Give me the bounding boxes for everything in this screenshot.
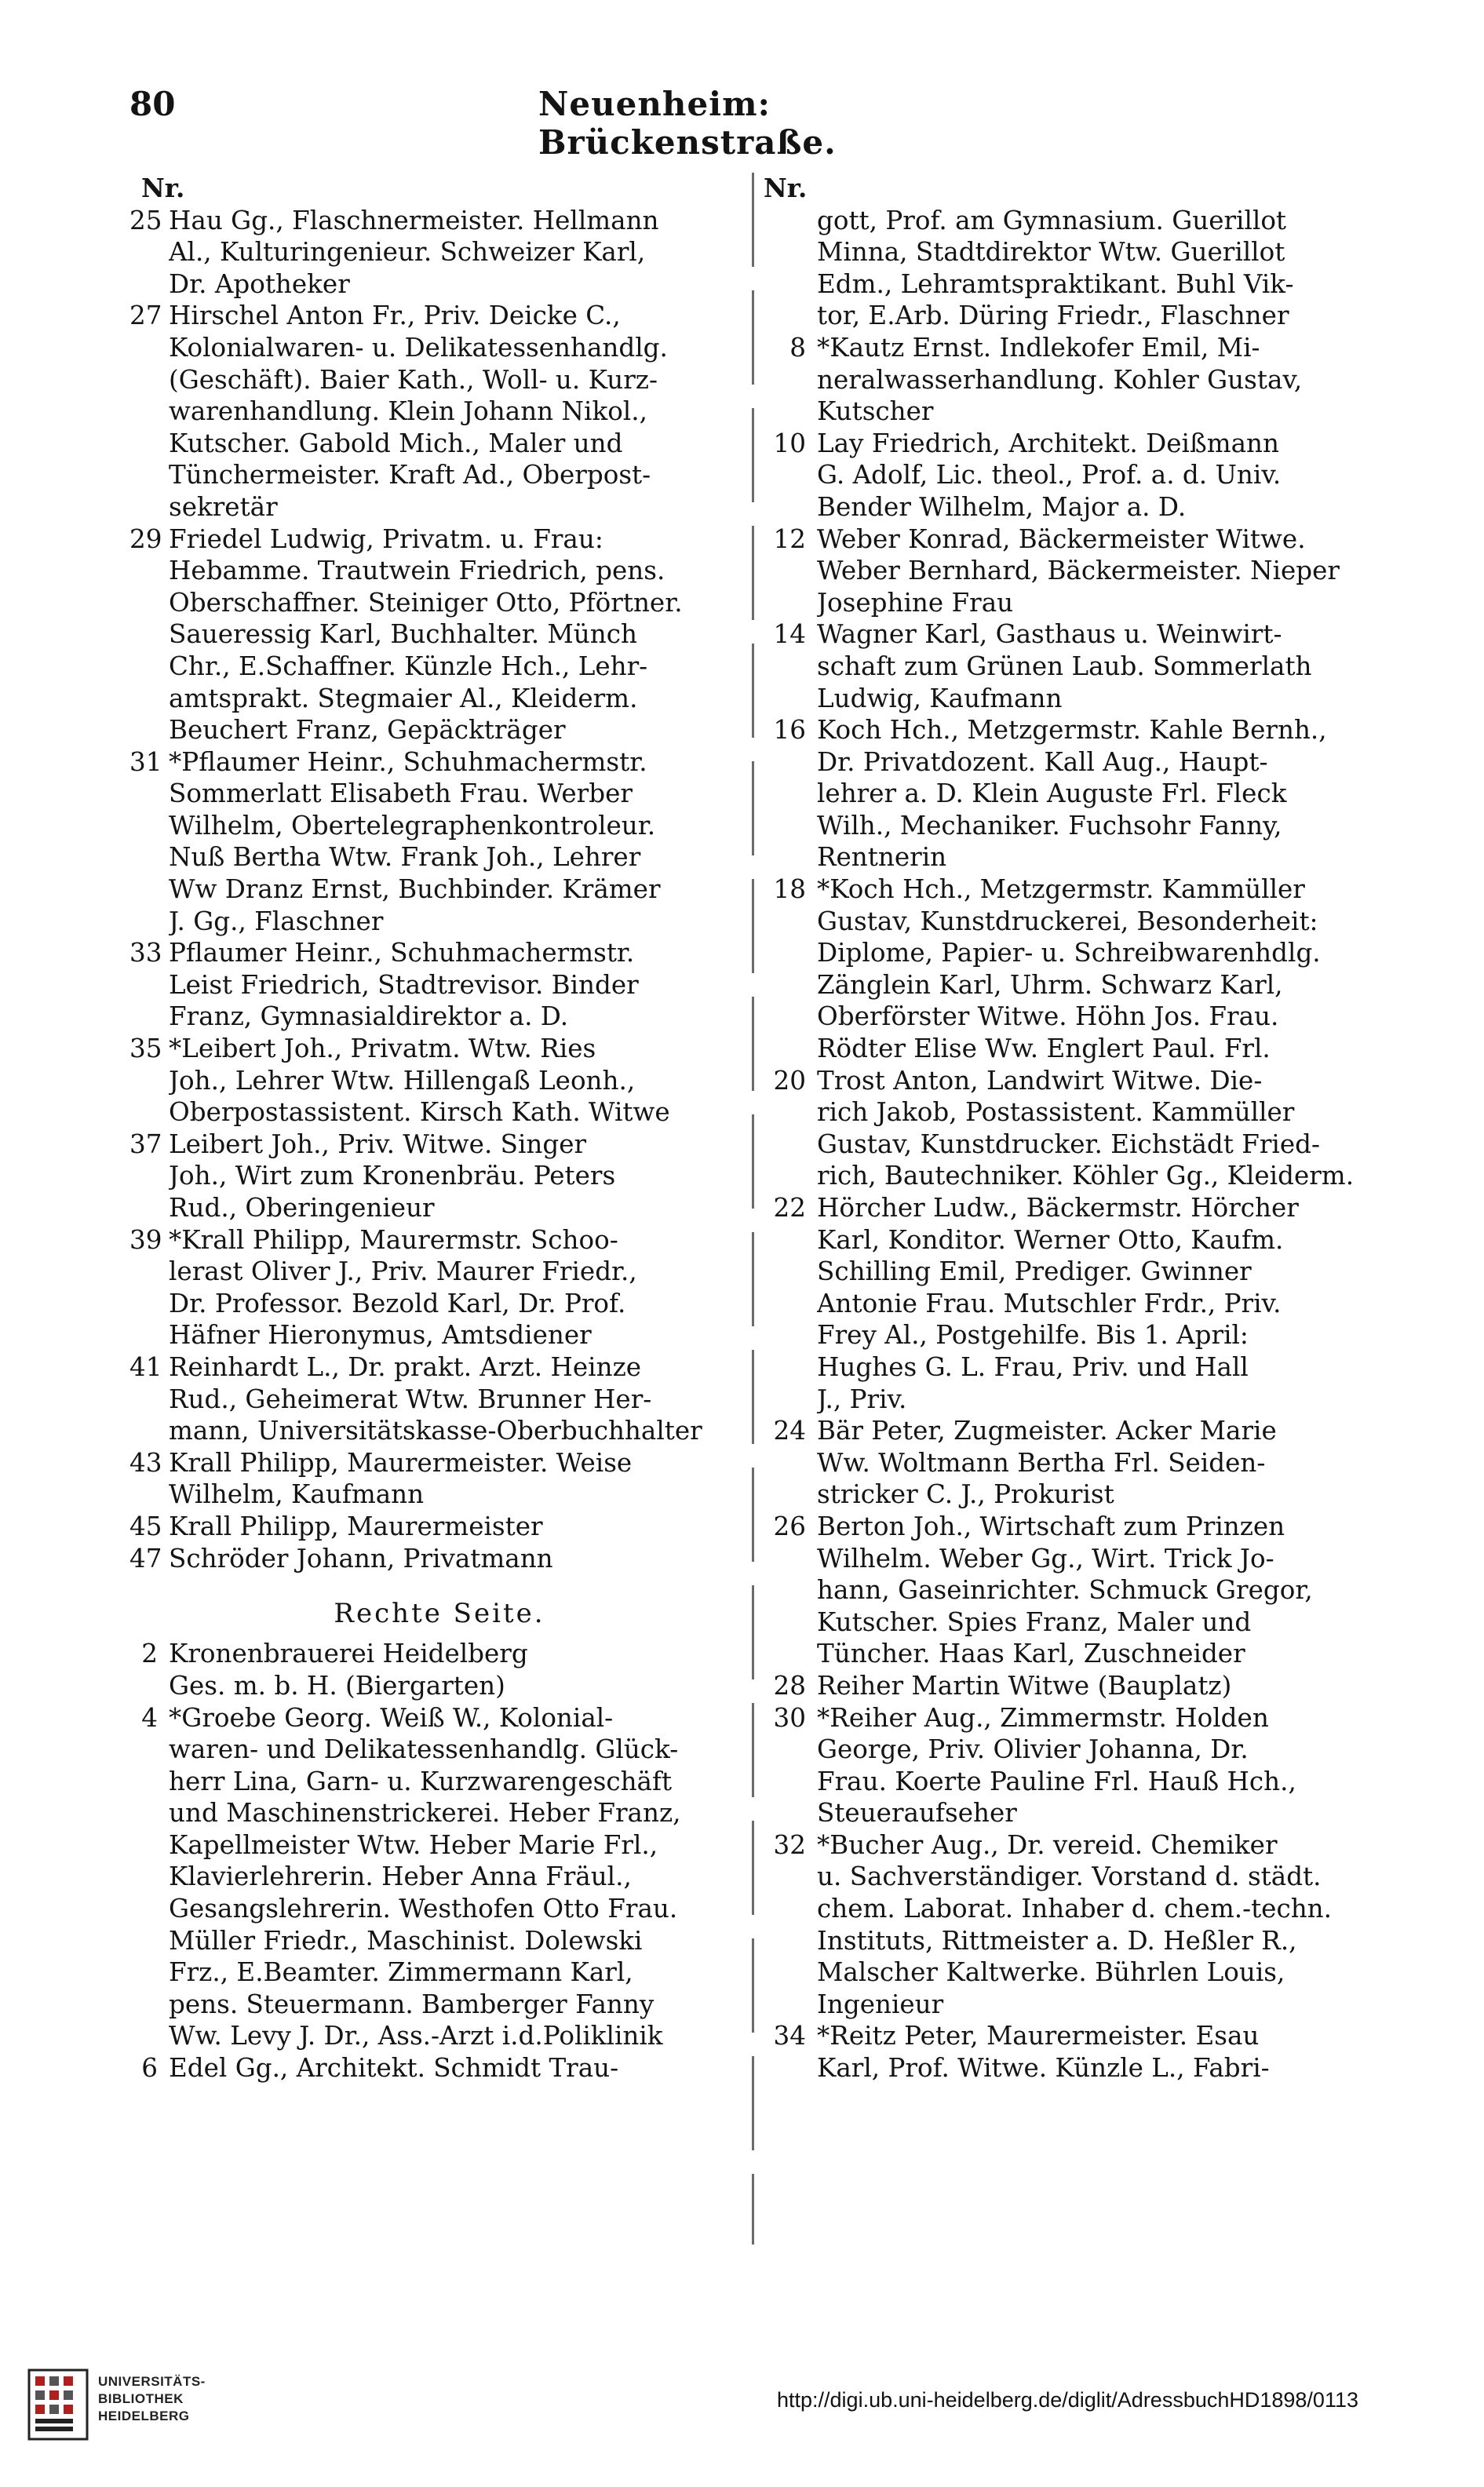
directory-entry <box>764 1415 1399 1511</box>
entry-line: Saueressig Karl, Buchhalter. Münch <box>169 619 637 650</box>
entry-line: Ludwig, Kaufmann <box>817 683 1063 713</box>
directory-entry <box>764 618 1399 714</box>
entry-line: Dr. Professor. Bezold Karl, Dr. Prof. <box>169 1288 626 1318</box>
entry-line: Pflaumer Heinr., Schuhmachermstr. <box>169 938 635 968</box>
directory-entry <box>764 1670 1399 1702</box>
column-divider <box>752 173 754 2244</box>
library-name-line: BIBLIOTHEK <box>98 2391 184 2406</box>
directory-entry <box>764 1511 1399 1670</box>
entry-line: G. Adolf, Lic. theol., Prof. a. d. Univ. <box>817 460 1282 490</box>
entry-line: Wilhelm. Weber Gg., Wirt. Trick Jo- <box>817 1543 1274 1574</box>
house-number: 29 <box>129 523 162 554</box>
directory-entry <box>129 1447 749 1511</box>
page-number: 80 <box>129 85 176 123</box>
house-number: 14 <box>773 619 806 650</box>
house-number: 31 <box>129 746 162 777</box>
entry-line: Hebamme. Trautwein Friedrich, pens. <box>169 556 665 586</box>
entry-line: Krall Philipp, Maurermeister. Weise <box>169 1447 633 1478</box>
entry-line: amtsprakt. Stegmaier Al., Kleiderm. <box>169 683 638 713</box>
entry-line: Reinhardt L., Dr. prakt. Arzt. Heinze <box>169 1351 642 1382</box>
entry-line: pens. Steuermann. Bamberger Fanny <box>169 1989 654 2019</box>
entry-line: Sommerlatt Elisabeth Frau. Werber <box>169 779 633 809</box>
entry-line: stricker C. J., Prokurist <box>817 1479 1114 1510</box>
entry-line: *Kautz Ernst. Indlekofer Emil, Mi- <box>817 332 1260 363</box>
entry-line: Müller Friedr., Maschinist. Dolewski <box>169 1925 643 1956</box>
left-column <box>129 173 749 2084</box>
entry-line: Ww Dranz Ernst, Buchbinder. Krämer <box>169 874 661 905</box>
entry-line: Dr. Apotheker <box>169 268 350 299</box>
entry-line: hann, Gaseinrichter. Schmuck Gregor, <box>817 1575 1313 1606</box>
entry-line: Franz, Gymnasialdirektor a. D. <box>169 1001 569 1032</box>
entry-line: Bär Peter, Zugmeister. Acker Marie <box>817 1416 1277 1446</box>
directory-entry <box>129 1351 749 1447</box>
entry-line: Weber Bernhard, Bäckermeister. Nieper <box>817 556 1340 586</box>
left-entries <box>129 205 749 1575</box>
house-number: 20 <box>773 1065 806 1096</box>
library-logo <box>27 2368 279 2443</box>
entry-line: Lay Friedrich, Architekt. Deißmann <box>817 428 1279 458</box>
entry-line: Kutscher <box>817 396 934 427</box>
entry-line: Wilhelm, Obertelegraphenkontroleur. <box>169 810 656 841</box>
directory-entry <box>129 1511 749 1543</box>
directory-entry <box>764 1702 1399 1829</box>
entry-line: *Bucher Aug., Dr. vereid. Chemiker <box>817 1829 1278 1860</box>
entry-line: Krall Philipp, Maurermeister <box>169 1511 543 1541</box>
running-head: Neuenheim: Brückenstraße. <box>538 85 837 162</box>
directory-entry <box>129 746 749 938</box>
entry-line: gott, Prof. am Gymnasium. Guerillot <box>817 205 1287 235</box>
house-number: 34 <box>773 2021 806 2051</box>
library-name-line: HEIDELBERG <box>98 2409 190 2423</box>
house-number: 2 <box>141 1639 158 1669</box>
entry-line: Antonie Frau. Mutschler Frdr., Priv. <box>817 1288 1282 1318</box>
entry-line: Steueraufseher <box>817 1798 1017 1829</box>
entry-line: Wagner Karl, Gasthaus u. Weinwirt- <box>817 619 1282 650</box>
entry-line: sekretär <box>169 491 278 522</box>
entry-line: waren- und Delikatessenhandlg. Glück- <box>169 1734 679 1765</box>
directory-entry <box>129 1224 749 1351</box>
entry-line: Al., Kulturingenieur. Schweizer Karl, <box>169 237 646 268</box>
entry-line: Rödter Elise Ww. Englert Paul. Frl. <box>817 1034 1271 1064</box>
entry-line: Josephine Frau <box>817 587 1014 618</box>
entry-line: Malscher Kaltwerke. Bührlen Louis, <box>817 1957 1285 1988</box>
house-number: 12 <box>773 523 806 554</box>
directory-entry <box>129 1033 749 1129</box>
entry-line: Frau. Koerte Pauline Frl. Hauß Hch., <box>817 1766 1296 1796</box>
left-column-heading: Nr. <box>141 173 185 203</box>
house-number: 28 <box>773 1670 806 1701</box>
entry-line: Oberförster Witwe. Höhn Jos. Frau. <box>817 1001 1279 1032</box>
entry-line: Rentnerin <box>817 842 947 873</box>
entry-line: Kolonialwaren- u. Delikatessenhandlg. <box>169 332 668 363</box>
entry-line: und Maschinenstrickerei. Heber Franz, <box>169 1798 681 1829</box>
house-number: 35 <box>129 1034 162 1064</box>
entry-line: Ges. m. b. H. (Biergarten) <box>169 1670 505 1701</box>
house-number: 25 <box>129 205 162 235</box>
house-number: 41 <box>129 1351 162 1382</box>
entry-line: Ingenieur <box>817 1989 944 2019</box>
house-number: 16 <box>773 715 806 746</box>
entry-line: Wilh., Mechaniker. Fuchsohr Fanny, <box>817 810 1282 841</box>
house-number: 47 <box>129 1543 162 1574</box>
entry-line: Karl, Konditor. Werner Otto, Kaufm. <box>817 1224 1284 1255</box>
right-column <box>764 173 1399 2084</box>
entry-line: rich, Bautechniker. Köhler Gg., Kleiderm. <box>817 1161 1355 1191</box>
entry-line: Joh., Lehrer Wtw. Hillengaß Leonh., <box>169 1065 636 1096</box>
directory-entry <box>764 1065 1399 1192</box>
entry-line: Gustav, Kunstdruckerei, Besonderheit: <box>817 906 1318 936</box>
section-title: Rechte Seite. <box>334 1598 545 1630</box>
source-url-link[interactable]: http://digi.ub.uni-heidelberg.de/diglit/AdressbuchHD1898/0113 <box>777 2388 1358 2412</box>
entry-line: *Pflaumer Heinr., Schuhmachermstr. <box>169 746 647 777</box>
entry-line: Bender Wilhelm, Major a. D. <box>817 491 1187 522</box>
entry-line: Weber Konrad, Bäckermeister Witwe. <box>817 523 1306 554</box>
entry-line: rich Jakob, Postassistent. Kammüller <box>817 1097 1295 1128</box>
entry-line: Wilhelm, Kaufmann <box>169 1479 425 1510</box>
entry-line: *Reitz Peter, Maurermeister. Esau <box>817 2021 1260 2051</box>
entry-line: Klavierlehrerin. Heber Anna Fräul., <box>169 1862 632 1892</box>
directory-entry <box>764 2020 1399 2084</box>
entry-line: Leist Friedrich, Stadtrevisor. Binder <box>169 969 639 1000</box>
entry-line: Kutscher. Spies Franz, Maler und <box>817 1606 1252 1637</box>
entry-line: Frz., E.Beamter. Zimmermann Karl, <box>169 1957 633 1988</box>
entry-line: Frey Al., Postgehilfe. Bis 1. April: <box>817 1320 1249 1351</box>
entry-line: lehrer a. D. Klein Auguste Frl. Fleck <box>817 779 1287 809</box>
entry-line: *Leibert Joh., Privatm. Wtw. Ries <box>169 1034 596 1064</box>
house-number: 37 <box>129 1129 162 1159</box>
house-number: 24 <box>773 1416 806 1446</box>
entry-line: Gustav, Kunstdrucker. Eichstädt Fried- <box>817 1129 1320 1159</box>
house-number: 33 <box>129 938 162 968</box>
entry-line: lerast Oliver J., Priv. Maurer Friedr., <box>169 1256 637 1287</box>
entry-line: Hau Gg., Flaschnermeister. Hellmann <box>169 205 659 235</box>
entry-line: *Reiher Aug., Zimmermstr. Holden <box>817 1702 1269 1733</box>
directory-entry <box>129 1129 749 1224</box>
entry-line: *Koch Hch., Metzgermstr. Kammüller <box>817 874 1305 905</box>
entry-line: Ww. Woltmann Bertha Frl. Seiden- <box>817 1447 1266 1478</box>
directory-entry <box>129 937 749 1033</box>
directory-entry <box>764 1192 1399 1415</box>
house-number: 18 <box>773 874 806 905</box>
house-number: 45 <box>129 1511 162 1541</box>
directory-entry <box>764 873 1399 1065</box>
directory-entry <box>764 523 1399 619</box>
entry-line: Zänglein Karl, Uhrm. Schwarz Karl, <box>817 969 1283 1000</box>
directory-entry <box>764 714 1399 873</box>
entry-line: Ww. Levy J. Dr., Ass.-Arzt i.d.Poliklinik <box>169 2021 663 2051</box>
entry-line: herr Lina, Garn- u. Kurzwarengeschäft <box>169 1766 673 1796</box>
entry-line: chem. Laborat. Inhaber d. chem.-techn. <box>817 1894 1333 1924</box>
library-seal-icon <box>27 2368 89 2441</box>
library-name-line: UNIVERSITÄTS- <box>98 2374 206 2389</box>
entry-line: Koch Hch., Metzgermstr. Kahle Bernh., <box>817 715 1327 746</box>
entry-line: Tüncher. Haas Karl, Zuschneider <box>817 1639 1245 1669</box>
entry-line: Schilling Emil, Prediger. Gwinner <box>817 1256 1252 1287</box>
entry-line: neralwasserhandlung. Kohler Gustav, <box>817 364 1303 395</box>
entry-line: J. Gg., Flaschner <box>169 906 384 936</box>
house-number: 22 <box>773 1193 806 1223</box>
entry-line: (Geschäft). Baier Kath., Woll- u. Kurz- <box>169 364 658 395</box>
right-column-heading: Nr. <box>764 173 808 203</box>
house-number: 4 <box>141 1702 158 1733</box>
entry-line: Oberpostassistent. Kirsch Kath. Witwe <box>169 1097 670 1128</box>
entry-line: Dr. Privatdozent. Kall Aug., Haupt- <box>817 746 1268 777</box>
entry-line: Beuchert Franz, Gepäckträger <box>169 715 566 746</box>
entry-line: Berton Joh., Wirtschaft zum Prinzen <box>817 1511 1285 1541</box>
entry-line: Friedel Ludwig, Privatm. u. Frau: <box>169 523 603 554</box>
directory-entry <box>129 2052 749 2084</box>
entry-line: Diplome, Papier- u. Schreibwarenhdlg. <box>817 938 1321 968</box>
entry-line: Rud., Geheimerat Wtw. Brunner Her- <box>169 1384 652 1414</box>
entry-line: Instituts, Rittmeister a. D. Heßler R., <box>817 1925 1297 1956</box>
directory-entry <box>129 523 749 746</box>
directory-entry <box>129 300 749 523</box>
house-number: 6 <box>141 2053 158 2084</box>
library-name <box>98 2373 206 2425</box>
entry-line: Reiher Martin Witwe (Bauplatz) <box>817 1670 1232 1701</box>
house-number: 8 <box>789 332 806 363</box>
entry-line: Kapellmeister Wtw. Heber Marie Frl., <box>169 1829 658 1860</box>
directory-entry <box>764 428 1399 523</box>
entry-line: *Krall Philipp, Maurermstr. Schoo- <box>169 1224 618 1255</box>
entry-line: Häfner Hieronymus, Amtsdiener <box>169 1320 592 1351</box>
entry-line: warenhandlung. Klein Johann Nikol., <box>169 396 647 427</box>
entry-line: Chr., E.Schaffner. Künzle Hch., Lehr- <box>169 651 648 681</box>
entry-line: tor, E.Arb. Düring Friedr., Flaschner <box>817 301 1289 331</box>
entry-line: *Groebe Georg. Weiß W., Kolonial- <box>169 1702 614 1733</box>
entry-line: Leibert Joh., Priv. Witwe. Singer <box>169 1129 587 1159</box>
entry-line: Edm., Lehramtspraktikant. Buhl Vik- <box>817 268 1294 299</box>
entry-line: Rud., Oberingenieur <box>169 1193 435 1223</box>
house-number: 39 <box>129 1224 162 1255</box>
entry-line: Edel Gg., Architekt. Schmidt Trau- <box>169 2053 619 2084</box>
entry-line: Oberschaffner. Steiniger Otto, Pförtner. <box>169 587 683 618</box>
entry-line: Nuß Bertha Wtw. Frank Joh., Lehrer <box>169 842 641 873</box>
entry-line: Schröder Johann, Privatmann <box>169 1543 553 1574</box>
house-number: 43 <box>129 1447 162 1478</box>
entry-line: schaft zum Grünen Laub. Sommerlath <box>817 651 1312 681</box>
entry-line: Hirschel Anton Fr., Priv. Deicke C., <box>169 301 621 331</box>
house-number: 30 <box>773 1702 806 1733</box>
entry-line: George, Priv. Olivier Johanna, Dr. <box>817 1734 1249 1765</box>
entry-line: mann, Universitätskasse-Oberbuchhalter <box>169 1416 702 1446</box>
entry-line: u. Sachverständiger. Vorstand d. städt. <box>817 1862 1322 1892</box>
entry-line: J., Priv. <box>817 1384 907 1414</box>
directory-entry <box>764 332 1399 428</box>
entry-line: Trost Anton, Landwirt Witwe. Die- <box>817 1065 1263 1096</box>
entry-line: Karl, Prof. Witwe. Künzle L., Fabri- <box>817 2053 1270 2084</box>
house-number: 26 <box>773 1511 806 1541</box>
house-number: 10 <box>773 428 806 458</box>
entry-line: Hughes G. L. Frau, Priv. und Hall <box>817 1351 1249 1382</box>
right-entries <box>764 205 1399 2084</box>
house-number: 27 <box>129 301 162 331</box>
entry-line: Gesangslehrerin. Westhofen Otto Frau. <box>169 1894 678 1924</box>
left-entries-right-side <box>129 1638 749 2084</box>
entry-line: Hörcher Ludw., Bäckermstr. Hörcher <box>817 1193 1299 1223</box>
directory-entry <box>764 205 1399 332</box>
entry-line: Kronenbrauerei Heidelberg <box>169 1639 528 1669</box>
directory-entry <box>129 1702 749 2053</box>
entry-line: Tünchermeister. Kraft Ad., Oberpost- <box>169 460 651 490</box>
directory-entry <box>129 1638 749 1701</box>
entry-line: Joh., Wirt zum Kronenbräu. Peters <box>169 1161 616 1191</box>
entry-line: Kutscher. Gabold Mich., Maler und <box>169 428 623 458</box>
entry-line: Minna, Stadtdirektor Wtw. Guerillot <box>817 237 1285 268</box>
directory-entry <box>129 1543 749 1575</box>
house-number: 32 <box>773 1829 806 1860</box>
directory-entry <box>129 205 749 301</box>
directory-entry <box>764 1829 1399 2021</box>
